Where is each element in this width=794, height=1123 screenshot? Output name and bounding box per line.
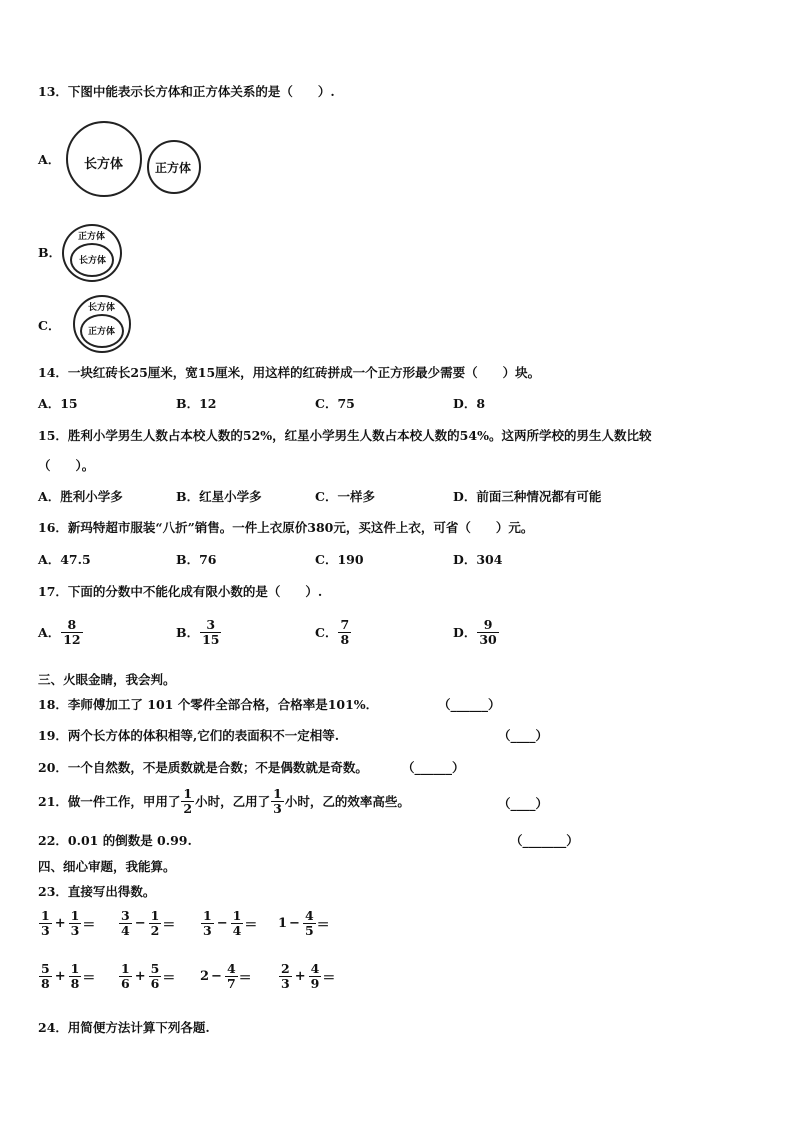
denominator: 8 xyxy=(340,632,350,647)
q17-option-a-label: A． xyxy=(38,624,61,640)
operator: + xyxy=(294,969,306,984)
q21-answer-blank[interactable]: （____） xyxy=(498,796,549,811)
numerator: 1 xyxy=(203,908,212,923)
fraction xyxy=(149,962,162,991)
numerator: 1 xyxy=(232,908,242,923)
denominator: 3 xyxy=(70,923,80,938)
expression xyxy=(38,962,95,991)
operator: + xyxy=(54,916,66,931)
q16-option-c: C．190 xyxy=(315,552,364,567)
numerator: 1 xyxy=(70,961,80,976)
expression xyxy=(38,909,95,938)
denominator: 4 xyxy=(232,923,242,938)
fraction xyxy=(200,618,221,647)
q21-post: 小时，乙的效率高些。 xyxy=(284,793,410,809)
numerator: 4 xyxy=(304,908,314,923)
q15-option-b: B．红星小学多 xyxy=(176,489,262,504)
denominator: 2 xyxy=(183,801,193,816)
equals-sign: ＝ xyxy=(238,971,252,986)
operator: − xyxy=(211,969,222,984)
q21-mid: 小时，乙用了 xyxy=(195,793,271,809)
q20-text: 20．一个自然数，不是质数就是合数；不是偶数就是奇数。 xyxy=(38,760,368,775)
q17-option-b xyxy=(176,618,222,647)
fraction xyxy=(303,909,316,938)
q15-option-d: D．前面三种情况都有可能 xyxy=(453,489,602,504)
denominator: 30 xyxy=(479,632,497,647)
q17-option-b-label: B． xyxy=(176,624,200,640)
rect-inner-text: 长方体 xyxy=(79,256,107,266)
fraction xyxy=(271,787,284,816)
numerator: 2 xyxy=(281,961,290,976)
denominator: 3 xyxy=(281,976,290,991)
q15-stem-line1: 15．胜利小学男生人数占本校人数的52%，红星小学男生人数占本校人数的54%。这两所学校的男生人数比较 xyxy=(38,428,652,443)
fraction xyxy=(69,962,82,991)
whole-number: 2 xyxy=(200,969,210,984)
equals-sign: ＝ xyxy=(322,971,336,986)
q13-option-c-label: C． xyxy=(38,318,61,333)
q15-option-a: A．胜利小学多 xyxy=(38,489,123,504)
numerator: 8 xyxy=(67,617,77,632)
q23-stem: 23．直接写出得数。 xyxy=(38,884,156,899)
q17-option-c xyxy=(315,618,352,647)
expression xyxy=(200,962,252,991)
numerator: 1 xyxy=(70,908,80,923)
numerator: 1 xyxy=(150,908,160,923)
fraction xyxy=(225,962,238,991)
section-3-heading: 三、火眼金睛，我会判。 xyxy=(38,672,176,687)
cube-text: 正方体 xyxy=(155,161,192,175)
q17-option-c-label: C． xyxy=(315,624,338,640)
fraction xyxy=(201,909,214,938)
q21-line xyxy=(38,787,410,816)
q19-answer-blank[interactable]: （____） xyxy=(498,728,549,743)
q24-stem: 24．用简便方法计算下列各题. xyxy=(38,1020,210,1035)
denominator: 6 xyxy=(150,976,160,991)
q18-answer-blank[interactable]: （______） xyxy=(438,697,501,712)
q17-option-d-label: D． xyxy=(453,624,477,640)
numerator: 3 xyxy=(206,617,216,632)
fraction xyxy=(119,962,132,991)
numerator: 7 xyxy=(340,617,350,632)
fraction xyxy=(39,909,52,938)
fraction xyxy=(338,618,351,647)
numerator: 1 xyxy=(41,908,50,923)
operator: + xyxy=(54,969,66,984)
denominator: 3 xyxy=(273,801,282,816)
q17-option-d xyxy=(453,618,500,647)
fraction xyxy=(149,909,162,938)
denominator: 5 xyxy=(304,923,314,938)
q17-stem: 17．下面的分数中不能化成有限小数的是（ ）. xyxy=(38,584,323,599)
operator: + xyxy=(134,969,146,984)
q14-option-c: C．75 xyxy=(315,396,355,411)
q16-option-a: A．47.5 xyxy=(38,552,91,567)
whole-number: 1 xyxy=(278,916,288,931)
denominator: 12 xyxy=(63,632,81,647)
denominator: 3 xyxy=(203,923,212,938)
numerator: 5 xyxy=(41,961,50,976)
operator: − xyxy=(134,916,146,931)
fraction xyxy=(69,909,82,938)
numerator: 5 xyxy=(150,961,160,976)
q14-option-a: A．15 xyxy=(38,396,78,411)
equals-sign: ＝ xyxy=(162,918,176,933)
numerator: 3 xyxy=(121,908,130,923)
fraction xyxy=(279,962,292,991)
q16-option-d: D．304 xyxy=(453,552,503,567)
section-4-heading: 四、细心审题，我能算。 xyxy=(38,859,176,874)
q18-text: 18．李师傅加工了 101 个零件全部合格，合格率是101%． xyxy=(38,697,379,712)
q21-pre: 21．做一件工作，甲用了 xyxy=(38,793,181,809)
q13-stem: 13．下图中能表示长方体和正方体关系的是（ ）. xyxy=(38,84,335,99)
operator: − xyxy=(216,916,228,931)
fraction xyxy=(309,962,322,991)
numerator: 1 xyxy=(183,786,193,801)
numerator: 1 xyxy=(121,961,130,976)
denominator: 4 xyxy=(121,923,130,938)
denominator: 8 xyxy=(70,976,80,991)
rect-solid-text: 长方体 xyxy=(84,157,124,172)
expression xyxy=(200,909,257,938)
expression xyxy=(118,909,175,938)
q22-answer-blank[interactable]: （_______） xyxy=(510,833,579,848)
q22-text: 22．0.01 的倒数是 0.99. xyxy=(38,833,192,848)
rect-outer-text: 长方体 xyxy=(88,303,116,313)
operator: − xyxy=(289,916,300,931)
denominator: 7 xyxy=(226,976,236,991)
numerator: 4 xyxy=(310,961,320,976)
q14-stem: 14．一块红砖长25厘米，宽15厘米，用这样的红砖拼成一个正方形最少需要（ ）块。 xyxy=(38,365,541,380)
q15-option-c: C．一样多 xyxy=(315,489,375,504)
q16-option-b: B．76 xyxy=(176,552,217,567)
equals-sign: ＝ xyxy=(82,971,96,986)
fraction xyxy=(477,618,498,647)
q17-option-a xyxy=(38,618,84,647)
fraction xyxy=(39,962,52,991)
numerator: 9 xyxy=(483,617,493,632)
denominator: 2 xyxy=(150,923,160,938)
cube-outer-text: 正方体 xyxy=(78,232,106,242)
q14-option-b: B．12 xyxy=(176,396,217,411)
denominator: 9 xyxy=(310,976,320,991)
denominator: 6 xyxy=(121,976,130,991)
equals-sign: ＝ xyxy=(82,918,96,933)
fraction xyxy=(231,909,244,938)
q16-stem: 16．新玛特超市服装“八折”销售。一件上衣原价380元，买这件上衣，可省（ ）元。 xyxy=(38,520,534,535)
fraction xyxy=(181,787,194,816)
denominator: 8 xyxy=(41,976,50,991)
denominator: 15 xyxy=(202,632,220,647)
equals-sign: ＝ xyxy=(316,918,330,933)
equals-sign: ＝ xyxy=(162,971,176,986)
q13-option-b-label: B． xyxy=(38,245,62,260)
expression xyxy=(278,909,330,938)
cube-inner-text: 正方体 xyxy=(88,327,116,337)
denominator: 3 xyxy=(41,923,50,938)
fraction xyxy=(61,618,82,647)
q19-text: 19．两个长方体的体积相等,它们的表面积不一定相等. xyxy=(38,728,340,743)
q14-option-d: D．8 xyxy=(453,396,486,411)
equals-sign: ＝ xyxy=(244,918,258,933)
expression xyxy=(118,962,175,991)
q13-option-a-label: A． xyxy=(38,152,61,167)
q20-answer-blank[interactable]: （______） xyxy=(402,760,465,775)
expression xyxy=(278,962,335,991)
numerator: 1 xyxy=(273,786,282,801)
numerator: 4 xyxy=(226,961,236,976)
fraction xyxy=(119,909,132,938)
q15-stem-line2: （ ）。 xyxy=(38,458,95,473)
